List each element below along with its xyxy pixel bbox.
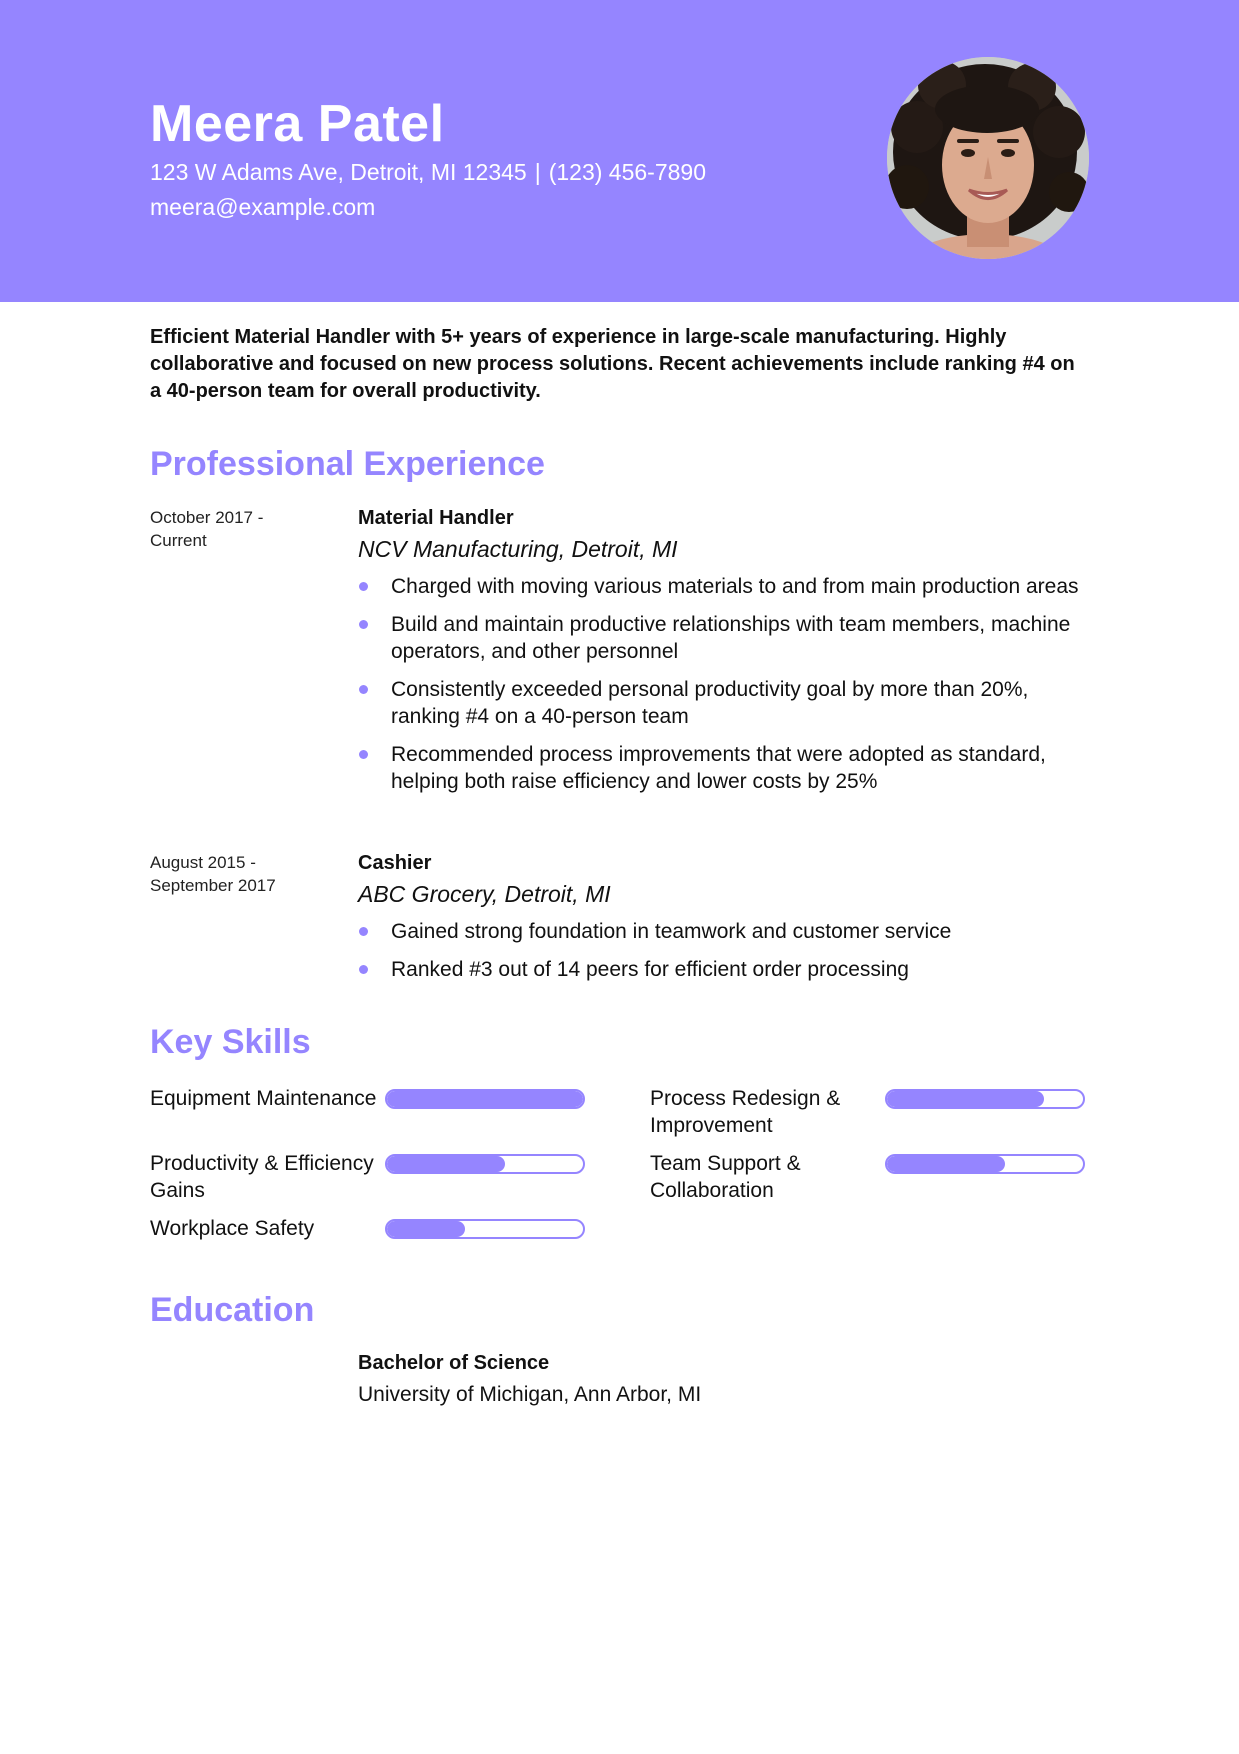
bullet-dot-icon bbox=[359, 582, 368, 591]
skill-level-fill bbox=[387, 1156, 505, 1172]
skills-section-title: Key Skills bbox=[150, 1023, 311, 1061]
skill-workplace-safety bbox=[150, 1215, 650, 1275]
list-item bbox=[358, 611, 1098, 665]
address: 123 W Adams Ave, Detroit, MI 12345 bbox=[150, 159, 527, 185]
skill-level-bar bbox=[885, 1089, 1085, 1109]
education-degree: Bachelor of Science bbox=[358, 1352, 550, 1374]
education-section-title: Education bbox=[150, 1291, 315, 1329]
list-item bbox=[358, 573, 1098, 600]
list-item bbox=[358, 741, 1098, 795]
bullet-dot-icon bbox=[359, 965, 368, 974]
skill-level-fill bbox=[887, 1091, 1044, 1107]
list-item bbox=[358, 918, 1098, 945]
experience-section-title: Professional Experience bbox=[150, 445, 545, 483]
phone: (123) 456-7890 bbox=[548, 159, 706, 185]
job-1-company: NCV Manufacturing, Detroit, MI bbox=[358, 536, 678, 562]
job-1-date-end: Current bbox=[150, 531, 207, 550]
contact-separator: | bbox=[534, 159, 541, 185]
email: meera@example.com bbox=[150, 194, 376, 220]
bullet-text: Consistently exceeded personal productivity goal by more than 20%, ranking #4 on a 40-person team bbox=[391, 678, 1029, 728]
bullet-text: Ranked #3 out of 14 peers for efficient order processing bbox=[391, 958, 909, 981]
job-1-bullets bbox=[358, 573, 1098, 795]
professional-summary: Efficient Material Handler with 5+ years of experience in large-scale manufacturing. Highly collaborative and focused on new process solutions. Recent achievements include ranking #4 on a 40-person team for overall productivity. bbox=[150, 326, 1075, 402]
skill-level-bar bbox=[385, 1219, 585, 1239]
skill-level-fill bbox=[387, 1091, 583, 1107]
job-2 bbox=[358, 850, 1098, 994]
skill-level-bar bbox=[385, 1154, 585, 1174]
skill-label: Productivity & Efficiency Gains bbox=[150, 1152, 374, 1202]
job-1-date-start: October 2017 - bbox=[150, 508, 264, 527]
education-entry bbox=[358, 1350, 1098, 1410]
skill-team-support bbox=[650, 1150, 1150, 1210]
job-1-title: Material Handler bbox=[358, 507, 514, 529]
bullet-text: Recommended process improvements that were adopted as standard, helping both raise efficiency and lower costs by 25% bbox=[391, 743, 1046, 793]
bullet-dot-icon bbox=[359, 620, 368, 629]
header-banner bbox=[0, 0, 1239, 302]
job-2-company: ABC Grocery, Detroit, MI bbox=[358, 881, 611, 907]
skill-label: Workplace Safety bbox=[150, 1217, 315, 1240]
education-school: University of Michigan, Ann Arbor, MI bbox=[358, 1383, 702, 1406]
job-2-bullets bbox=[358, 918, 1098, 983]
job-1 bbox=[358, 505, 1098, 806]
skill-level-bar bbox=[885, 1154, 1085, 1174]
bullet-text: Gained strong foundation in teamwork and customer service bbox=[391, 920, 952, 943]
list-item bbox=[358, 676, 1098, 730]
skill-level-fill bbox=[387, 1221, 465, 1237]
job-2-dates bbox=[150, 851, 330, 897]
skill-level-bar bbox=[385, 1089, 585, 1109]
skill-productivity bbox=[150, 1150, 650, 1210]
skill-level-fill bbox=[887, 1156, 1005, 1172]
portrait-image bbox=[887, 57, 1089, 259]
skill-label: Equipment Maintenance bbox=[150, 1087, 377, 1110]
job-2-date-start: August 2015 - bbox=[150, 853, 256, 872]
profile-photo bbox=[887, 57, 1089, 259]
contact-line bbox=[150, 157, 706, 187]
bullet-text: Charged with moving various materials to and from main production areas bbox=[391, 575, 1079, 598]
skill-equipment-maintenance bbox=[150, 1085, 650, 1145]
job-1-dates bbox=[150, 506, 330, 552]
skill-process-redesign bbox=[650, 1085, 1150, 1145]
bullet-text: Build and maintain productive relationships with team members, machine operators, and other personnel bbox=[391, 613, 1071, 663]
skill-label: Process Redesign & Improvement bbox=[650, 1087, 841, 1137]
job-2-title: Cashier bbox=[358, 852, 432, 874]
candidate-name: Meera Patel bbox=[150, 95, 445, 153]
job-2-date-end: September 2017 bbox=[150, 876, 276, 895]
list-item bbox=[358, 956, 1098, 983]
bullet-dot-icon bbox=[359, 750, 368, 759]
bullet-dot-icon bbox=[359, 927, 368, 936]
skill-label: Team Support & Collaboration bbox=[650, 1152, 801, 1202]
bullet-dot-icon bbox=[359, 685, 368, 694]
